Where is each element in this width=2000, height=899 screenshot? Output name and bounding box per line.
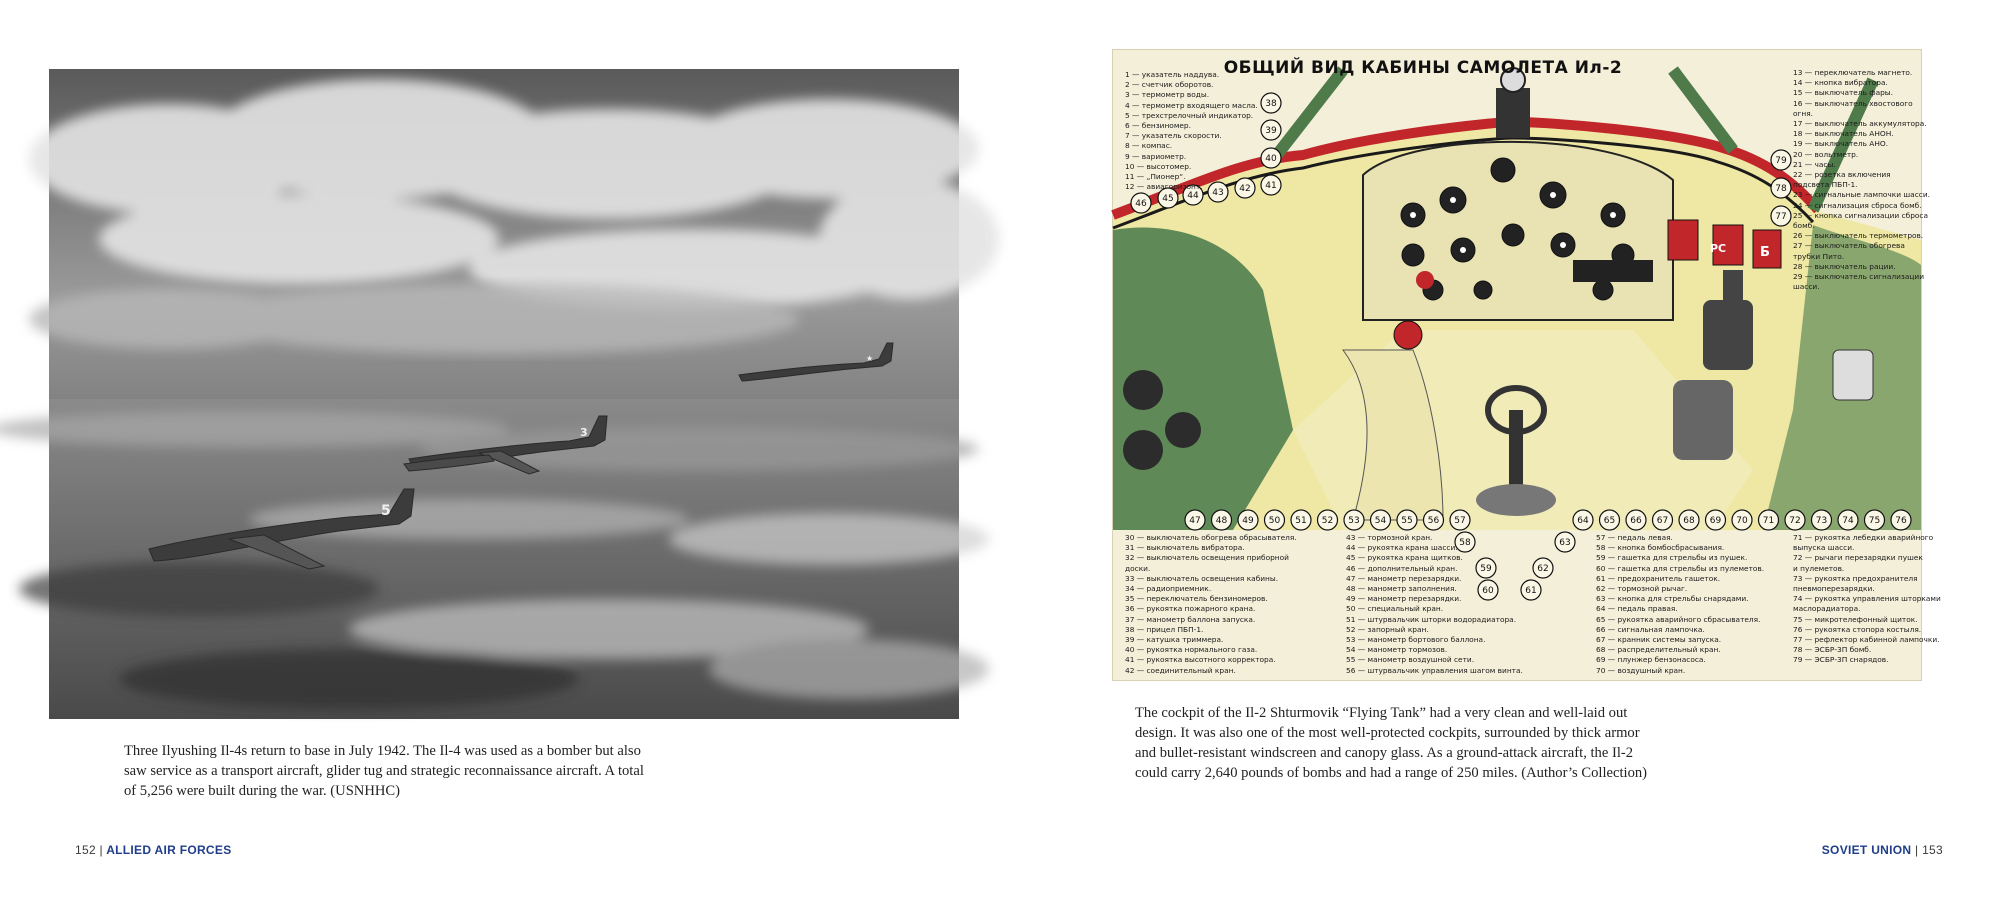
callout-number: 47: [1189, 516, 1201, 526]
callout-number: 49: [1242, 516, 1254, 526]
callout-number: 77: [1775, 212, 1787, 222]
legend-item: 39 — катушка триммера.: [1125, 635, 1224, 645]
section-title-left: ALLIED AIR FORCES: [106, 843, 232, 857]
legend-item: 60 — гашетка для стрельбы из пулеметов.: [1596, 563, 1765, 573]
legend-item: 16 — выключатель хвостового: [1793, 98, 1913, 108]
folio-left: [75, 843, 232, 857]
callout-number: 64: [1577, 516, 1589, 526]
callout-number: 53: [1348, 516, 1360, 526]
legend-item: 29 — выключатель сигнализации: [1793, 272, 1925, 282]
page-number-right: | 153: [1915, 843, 1943, 857]
legend-item: 70 — воздушный кран.: [1596, 665, 1686, 675]
legend-item: 28 — выключатель рации.: [1793, 261, 1896, 271]
legend-item: 41 — рукоятка высотного корректора.: [1125, 655, 1276, 665]
legend-item: 9 — вариометр.: [1125, 151, 1187, 161]
legend-item: 40 — рукоятка нормального газа.: [1125, 645, 1258, 655]
rs-box-label: РС: [1710, 242, 1727, 255]
callout-number: 79: [1775, 156, 1787, 166]
legend-item: 21 — часы.: [1793, 159, 1836, 169]
legend-item: 2 — счетчик оборотов.: [1125, 80, 1214, 90]
callout-number: 63: [1559, 538, 1571, 548]
legend-item: 32 — выключатель освещения приборной: [1125, 553, 1289, 563]
legend-item: 34 — радиоприемник.: [1125, 584, 1212, 594]
callout-number: 66: [1630, 516, 1642, 526]
callout-number: 59: [1480, 564, 1492, 574]
page-number-left: 152 |: [75, 843, 103, 857]
legend-item: 20 — вольтметр.: [1793, 149, 1859, 159]
legend-item: 10 — высотомер.: [1125, 161, 1192, 171]
callout-number: 61: [1525, 586, 1537, 596]
callout-number: 65: [1603, 516, 1616, 526]
callout-number: 75: [1868, 516, 1881, 526]
callout-number: 60: [1482, 586, 1494, 596]
callout-number: 56: [1427, 516, 1440, 526]
callout-number: 41: [1265, 181, 1277, 191]
legend-item: 15 — выключатель фары.: [1793, 88, 1893, 98]
legend-item: 38 — прицел ПБП-1.: [1125, 624, 1204, 634]
callout-number: 55: [1401, 516, 1413, 526]
legend-item: 5 — трехстрелочный индикатор.: [1125, 110, 1254, 120]
legend-item: подсвета ПБП-1.: [1793, 180, 1858, 190]
legend-item: 67 — кранник системы запуска.: [1596, 635, 1722, 645]
callout-number: 39: [1265, 126, 1277, 136]
legend-item: пневмоперезарядки.: [1793, 584, 1875, 594]
legend-item: 53 — манометр бортового баллона.: [1346, 635, 1486, 645]
callout-number: 58: [1459, 538, 1471, 548]
callout-number: 73: [1815, 516, 1828, 526]
legend-item: 59 — гашетка для стрельбы из пушек.: [1596, 553, 1748, 563]
legend-item: 62 — тормозной рычаг.: [1596, 584, 1688, 594]
legend-item: 24 — сигнализация сброса бомб.: [1793, 200, 1922, 210]
svg-text:3: 3: [580, 426, 588, 439]
legend-item: 6 — бензиномер.: [1125, 121, 1191, 131]
legend-item: 61 — предохранитель гашеток.: [1596, 573, 1721, 583]
callout-number: 46: [1135, 199, 1147, 209]
legend-item: огня.: [1793, 108, 1814, 118]
callout-number: 38: [1265, 99, 1277, 109]
legend-item: 27 — выключатель обогрева: [1793, 241, 1905, 251]
callout-number: 52: [1321, 516, 1334, 526]
legend-item: 76 — рукоятка стопора костыля.: [1793, 624, 1922, 634]
callout-number: 74: [1842, 516, 1854, 526]
legend-item: выпуска шасси.: [1793, 543, 1855, 553]
legend-item: бомб.: [1793, 221, 1815, 231]
legend-item: 31 — выключатель вибратора.: [1125, 543, 1245, 553]
legend-item: 73 — рукоятка предохранителя: [1793, 573, 1918, 583]
callout-number: 42: [1239, 184, 1251, 194]
legend-item: 11 — „Пионер“.: [1125, 172, 1186, 182]
legend-item: 45 — рукоятка крана щитков.: [1346, 553, 1463, 563]
callout-number: 72: [1789, 516, 1801, 526]
legend-item: 72 — рычаги перезарядки пушек: [1793, 553, 1923, 563]
legend-item: 49 — манометр перезарядки.: [1346, 594, 1462, 604]
callout-number: 45: [1162, 194, 1174, 204]
callout-number: 78: [1775, 184, 1787, 194]
callout-number: 76: [1895, 516, 1907, 526]
svg-text:5: 5: [381, 503, 391, 519]
callout-number: 44: [1187, 191, 1199, 201]
section-title-right: SOVIET UNION: [1821, 843, 1912, 857]
il4-formation-photo: [49, 69, 959, 719]
legend-item: 19 — выключатель АНО.: [1793, 139, 1889, 149]
legend-bottom-4: [1793, 533, 1941, 666]
legend-item: 7 — указатель скорости.: [1125, 131, 1222, 141]
b-box-label: Б: [1760, 245, 1770, 260]
legend-item: доски.: [1125, 563, 1151, 573]
legend-item: 18 — выключатель АНОН.: [1793, 129, 1894, 139]
legend-item: 51 — штурвальчик шторки водорадиатора.: [1346, 614, 1517, 624]
callout-number: 69: [1709, 516, 1722, 526]
legend-item: 69 — плунжер бензонасоса.: [1596, 655, 1706, 665]
legend-item: 57 — педаль левая.: [1596, 533, 1673, 542]
legend-item: 4 — термометр входящего масла.: [1125, 100, 1258, 110]
legend-item: 37 — манометр баллона запуска.: [1125, 614, 1256, 624]
right-page: [1000, 0, 2000, 899]
callout-number: 62: [1537, 564, 1549, 574]
legend-item: 25 — кнопка сигнализации сброса: [1793, 210, 1928, 220]
legend-item: 66 — сигнальная лампочка.: [1596, 624, 1705, 634]
legend-item: 47 — манометр перезарядки.: [1346, 573, 1462, 583]
svg-text:★: ★: [866, 354, 874, 363]
legend-item: 77 — рефлектор кабинной лампочки.: [1793, 635, 1940, 645]
legend-item: 12 — авиагоризонт.: [1125, 182, 1203, 192]
callout-number: 71: [1762, 516, 1775, 526]
legend-item: 55 — манометр воздушной сети.: [1346, 655, 1475, 665]
legend-item: 75 — микротелефонный щиток.: [1793, 614, 1918, 624]
legend-item: 13 — переключатель магнето.: [1793, 68, 1913, 77]
legend-item: 74 — рукоятка управления шторками: [1793, 594, 1941, 604]
callout-number: 48: [1215, 516, 1228, 526]
legend-bottom-2: [1346, 533, 1523, 676]
legend-item: 17 — выключатель аккумулятора.: [1793, 119, 1927, 129]
callout-number: 51: [1295, 516, 1307, 526]
legend-item: 33 — выключатель освещения кабины.: [1125, 573, 1279, 583]
legend-item: 43 — тормозной кран.: [1346, 533, 1433, 542]
legend-item: 30 — выключатель обогрева обрасывателя.: [1125, 533, 1297, 542]
legend-instruments: [1125, 70, 1258, 192]
legend-item: 26 — выключатель термометров.: [1793, 231, 1924, 241]
callout-number: 50: [1268, 516, 1281, 526]
il2-cockpit-diagram: [1112, 49, 1941, 681]
legend-item: 63 — кнопка для стрельбы снарядами.: [1596, 594, 1749, 604]
callout-number: 43: [1212, 188, 1224, 198]
callout-number: 54: [1374, 516, 1387, 526]
legend-item: 36 — рукоятка пожарного крана.: [1125, 604, 1256, 614]
callout-number: 68: [1683, 516, 1695, 526]
legend-item: 35 — переключатель бензиномеров.: [1125, 594, 1268, 604]
legend-item: 64 — педаль правая.: [1596, 604, 1678, 614]
legend-item: шасси.: [1793, 282, 1820, 292]
legend-item: 79 — ЭСБР-3П снарядов.: [1793, 655, 1889, 665]
callout-number: 67: [1656, 516, 1669, 526]
photo-caption-right: The cockpit of the Il-2 Shturmovik “Flying Tank” had a very clean and well-laid out design. It was also one of the most well-protected cockpits, surrounded by thick armor and bullet-resistant windscreen and canopy glass. As a ground-attack aircraft, the Il-2 could carry 2,640 pounds of bombs and had a range of 250 miles. (Author’s Collection): [1135, 705, 1648, 781]
legend-item: 1 — указатель наддува.: [1125, 70, 1220, 79]
legend-item: 22 — розетка включения: [1793, 170, 1891, 180]
legend-item: и пулеметов.: [1793, 563, 1845, 573]
legend-item: 56 — штурвальчик управления шагом винта.: [1346, 665, 1523, 675]
callout-number: 57: [1454, 516, 1466, 526]
legend-item: 52 — запорный кран.: [1346, 624, 1429, 634]
legend-item: маслорадиатора.: [1793, 604, 1861, 614]
legend-bottom-3: [1596, 533, 1764, 676]
legend-item: 54 — манометр тормозов.: [1346, 645, 1448, 655]
photo-caption-left: Three Ilyushing Il-4s return to base in July 1942. The Il-4 was used as a bomber but also saw service as a transport aircraft, glider tug and strategic reconnaissance aircraft. A total of 5,256 were built during the war. (USNHHC): [124, 743, 644, 799]
diagram-title: ОБЩИЙ ВИД КАБИНЫ САМОЛЕТА Ил-2: [1223, 58, 1623, 78]
legend-item: 42 — соединительный кран.: [1125, 665, 1236, 675]
legend-bottom-1: [1125, 533, 1297, 676]
legend-item: 8 — компас.: [1125, 141, 1173, 151]
legend-item: 78 — ЭСБР-3П бомб.: [1793, 645, 1872, 655]
callout-number: 40: [1265, 154, 1277, 164]
legend-item: 23 — сигнальные лампочки шасси.: [1793, 190, 1930, 200]
legend-item: 48 — манометр заполнения.: [1346, 584, 1457, 594]
folio-right: [1822, 843, 1943, 857]
legend-item: 46 — дополнительный кран.: [1346, 563, 1458, 573]
legend-item: трубки Пито.: [1793, 251, 1845, 261]
legend-item: 50 — специальный кран.: [1346, 604, 1444, 614]
legend-item: 14 — кнопка вибратора.: [1793, 78, 1888, 88]
legend-item: 71 — рукоятка лебедки аварийного: [1793, 533, 1934, 542]
legend-item: 65 — рукоятка аварийного сбрасывателя.: [1596, 614, 1761, 624]
legend-item: 68 — распределительный кран.: [1596, 645, 1721, 655]
legend-item: 58 — кнопка бомбосбрасывания.: [1596, 543, 1725, 553]
legend-switches: [1793, 68, 1930, 292]
legend-item: 3 — термометр воды.: [1125, 90, 1210, 100]
callout-number: 70: [1736, 516, 1748, 526]
legend-item: 44 — рукоятка крана шасси.: [1346, 543, 1458, 553]
